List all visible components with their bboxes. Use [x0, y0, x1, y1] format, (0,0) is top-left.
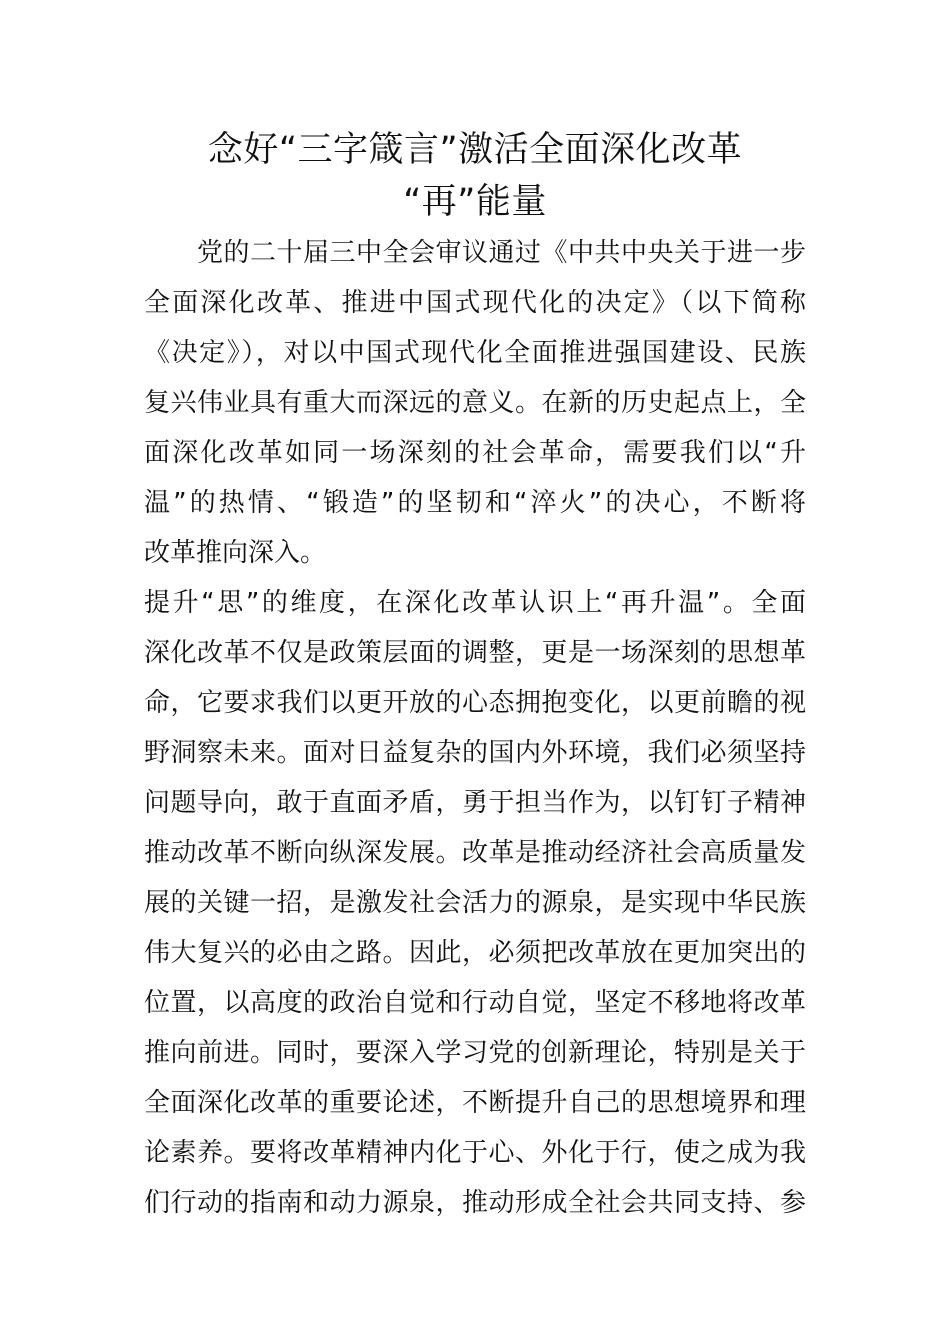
- paragraph-line: 复兴伟业具有重大而深远的意义。在新的历史起点上，全: [144, 388, 806, 418]
- paragraph-line: 温”的热情、“锻造”的坚韧和“淬火”的决心，不断将: [144, 488, 806, 518]
- paragraph-line: 提升“思”的维度，在深化改革认识上“再升温”。全面: [144, 588, 806, 618]
- paragraph-line: 伟大复兴的必由之路。因此，必须把改革放在更加突出的: [144, 938, 806, 968]
- paragraph-line: 深化改革不仅是政策层面的调整，更是一场深刻的思想革: [144, 638, 806, 668]
- paragraph-line: 党的二十届三中全会审议通过《中共中央关于进一步: [144, 238, 806, 268]
- paragraph-line: 论素养。要将改革精神内化于心、外化于行，使之成为我: [144, 1138, 806, 1168]
- paragraph-line: 野洞察未来。面对日益复杂的国内外环境，我们必须坚持: [144, 738, 806, 768]
- paragraph-line: 推动改革不断向纵深发展。改革是推动经济社会高质量发: [144, 838, 806, 868]
- paragraph-line: 展的关键一招，是激发社会活力的源泉，是实现中华民族: [144, 888, 806, 918]
- document-title-line-1: 念好“三字箴言”激活全面深化改革: [207, 130, 743, 170]
- paragraph-line: 推向前进。同时，要深入学习党的创新理论，特别是关于: [144, 1038, 806, 1068]
- paragraph-line: 命，它要求我们以更开放的心态拥抱变化，以更前瞻的视: [144, 688, 806, 718]
- paragraph-line: 全面深化改革的重要论述，不断提升自己的思想境界和理: [144, 1088, 806, 1118]
- paragraph-line: 问题导向，敢于直面矛盾，勇于担当作为，以钉钉子精神: [144, 788, 806, 818]
- paragraph-line: 《决定》），对以中国式现代化全面推进强国建设、民族: [144, 338, 806, 368]
- document-title-line-2: “再”能量: [403, 182, 547, 222]
- paragraph-line: 改革推向深入。: [144, 538, 327, 568]
- paragraph-line: 位置，以高度的政治自觉和行动自觉，坚定不移地将改革: [144, 988, 806, 1018]
- paragraph-line: 全面深化改革、推进中国式现代化的决定》（以下简称: [144, 288, 806, 318]
- paragraph-line: 面深化改革如同一场深刻的社会革命，需要我们以“升: [144, 438, 806, 468]
- paragraph-line: 们行动的指南和动力源泉，推动形成全社会共同支持、参: [144, 1188, 806, 1218]
